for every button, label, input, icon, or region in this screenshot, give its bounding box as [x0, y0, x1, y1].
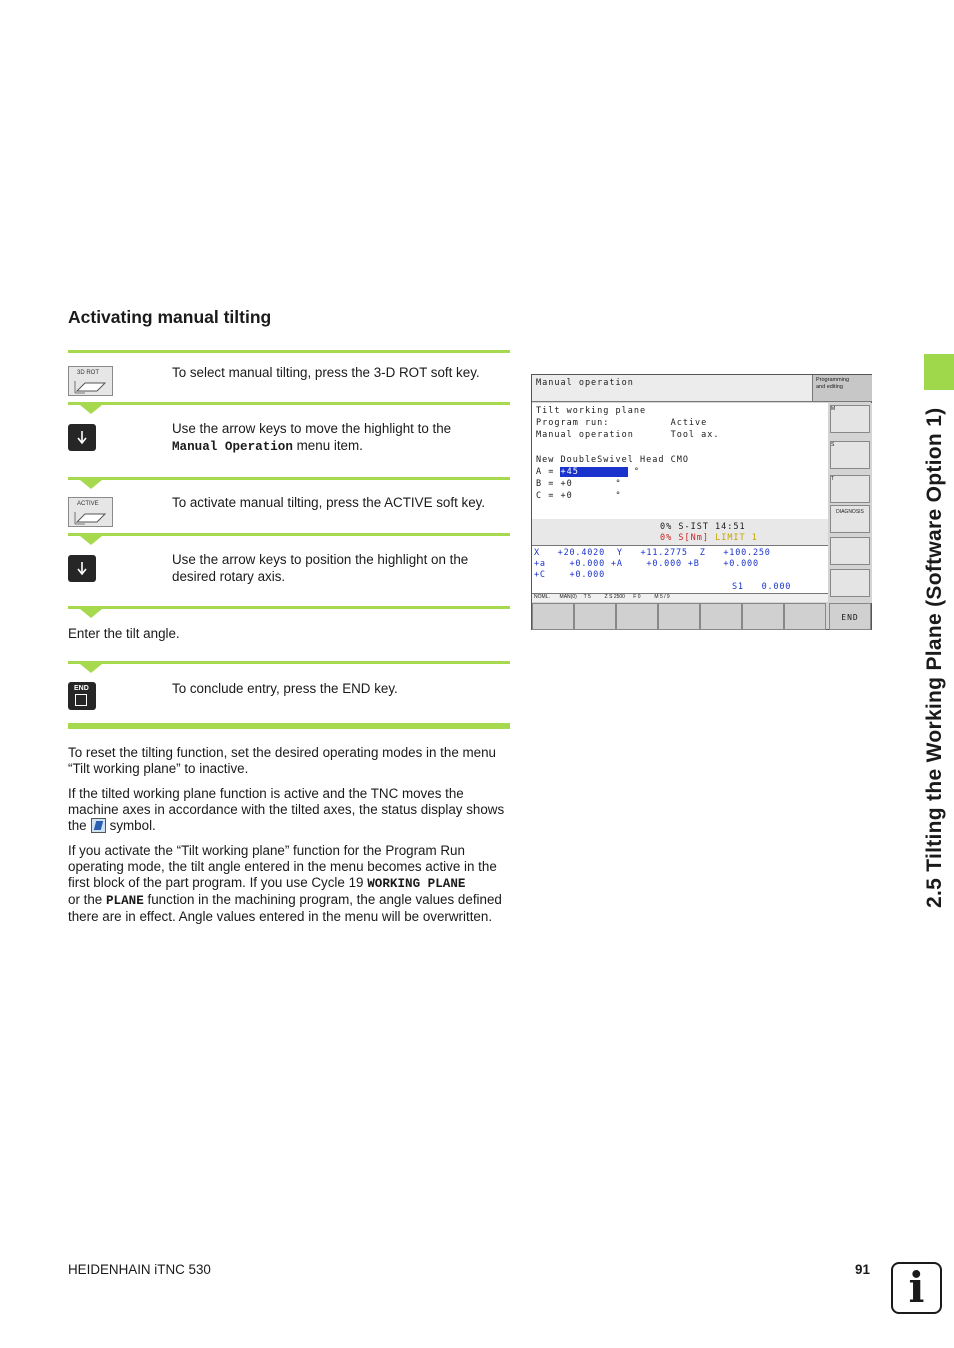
page-number: 91 — [855, 1262, 870, 1277]
step-text: To conclude entry, press the END key. — [172, 681, 398, 696]
code-working-plane: WORKING PLANE — [367, 877, 466, 891]
step-divider — [68, 661, 510, 664]
softkey-label: 3D ROT — [77, 370, 100, 376]
step-arrow-icon — [80, 609, 102, 618]
chapter-title-text: 2.5 Tilting the Working Plane (Software Option 1) — [923, 407, 946, 908]
menu-line: Manual operation Tool ax. — [536, 430, 720, 440]
arrow-down-key-icon — [68, 424, 96, 451]
position-row: X +20.4020 Y +11.2775 Z +100.250 — [534, 548, 771, 558]
chapter-title-vertical — [893, 312, 948, 912]
axis-b-row: B = +0 ° — [536, 479, 622, 489]
menu-line: New DoubleSwivel Head CMO — [536, 455, 689, 465]
axis-a-input-highlight: +45 — [560, 467, 579, 477]
step-arrow-icon — [80, 405, 102, 414]
step-text: Use the arrow keys to move the highlight to the Manual Operation menu item. — [172, 421, 452, 454]
programming-mode-tab: Programming and editing — [812, 375, 872, 402]
blank-softkey — [830, 569, 870, 597]
step-divider — [68, 350, 510, 353]
end-key-icon — [68, 682, 96, 710]
screen-mode-header — [532, 375, 812, 402]
end-key-label: END — [74, 685, 89, 692]
3d-rot-softkey-icon — [68, 366, 113, 396]
procedure-end-rule — [68, 723, 510, 729]
screen-mode-title: Manual operation — [536, 378, 634, 388]
step-arrow-icon — [80, 480, 102, 489]
position-row: +a +0.000 +A +0.000 +B +0.000 — [534, 559, 759, 569]
m-softkey: M — [830, 405, 870, 433]
code-menu-item: Manual Operation — [172, 440, 293, 454]
position-display — [532, 545, 828, 593]
tilt-menu-panel — [532, 403, 828, 519]
s-softkey: S — [830, 441, 870, 469]
step-divider — [68, 402, 510, 405]
screen-status-bar: NOML. MAN(0) T 5 Z S 2500 F 0 M 5 / 9 — [532, 593, 828, 602]
end-softkey: END — [829, 603, 871, 630]
tnc-screen-figure — [531, 374, 872, 630]
body-text — [68, 745, 513, 934]
tilted-plane-status-icon — [91, 818, 106, 833]
menu-line: Program run: Active — [536, 418, 708, 428]
active-softkey-icon — [68, 497, 113, 527]
step-text: Use the arrow keys to position the highlight on the desired rotary axis. — [172, 552, 469, 584]
step-text: To activate manual tilting, press the ACTIVE soft key. — [172, 495, 486, 510]
status-line: 0% S[Nm] LIMIT 1 — [660, 533, 758, 543]
blank-softkey — [830, 537, 870, 565]
t-softkey: T — [830, 475, 870, 503]
paragraph-program-run: If you activate the “Tilt working plane” function for the Program Run operating mode, the tilt angle entered in the menu becomes active in the first block of the part program. If you use Cycle 19 WORKING PLANE or the PLANE function in the machining program, the angle values defined there are in effect. Angle values entered in the menu will be overwritten. — [68, 843, 502, 924]
axis-a-row: A = +45 ° — [536, 467, 641, 477]
step-arrow-icon — [80, 536, 102, 545]
step-arrow-icon — [80, 664, 102, 673]
axis-c-row: C = +0 ° — [536, 491, 622, 501]
step-divider — [68, 606, 510, 609]
section-heading: Activating manual tilting — [68, 307, 272, 327]
status-line: 0% S-IST 14:51 — [660, 522, 746, 532]
paragraph-reset: To reset the tilting function, set the desired operating modes in the menu “Tilt working plane” to inactive. — [68, 745, 497, 776]
screen-bottom-softkeys — [532, 603, 873, 631]
arrow-down-key-icon — [68, 555, 96, 582]
step-text: Enter the tilt angle. — [68, 626, 180, 641]
footer-product: HEIDENHAIN iTNC 530 — [68, 1262, 211, 1277]
position-row: +C +0.000 — [534, 570, 606, 580]
softkey-label: ACTIVE — [77, 501, 99, 507]
step-text: To select manual tilting, press the 3-D ROT soft key. — [172, 365, 480, 380]
info-icon: i — [891, 1262, 942, 1314]
spindle-readout: S1 0.000 — [732, 582, 792, 592]
code-plane: PLANE — [105, 894, 144, 908]
step-divider — [68, 533, 510, 536]
spindle-status-panel — [532, 519, 828, 545]
screen-side-softkeys — [828, 403, 872, 603]
menu-line: Tilt working plane — [536, 406, 647, 416]
step-divider — [68, 477, 510, 480]
diagnosis-softkey: DIAGNOSIS — [830, 505, 870, 533]
paragraph-status-symbol: If the tilted working plane function is active and the TNC moves the machine axes in accordance with the tilted axes, the status display shows the symbol. — [68, 786, 505, 833]
